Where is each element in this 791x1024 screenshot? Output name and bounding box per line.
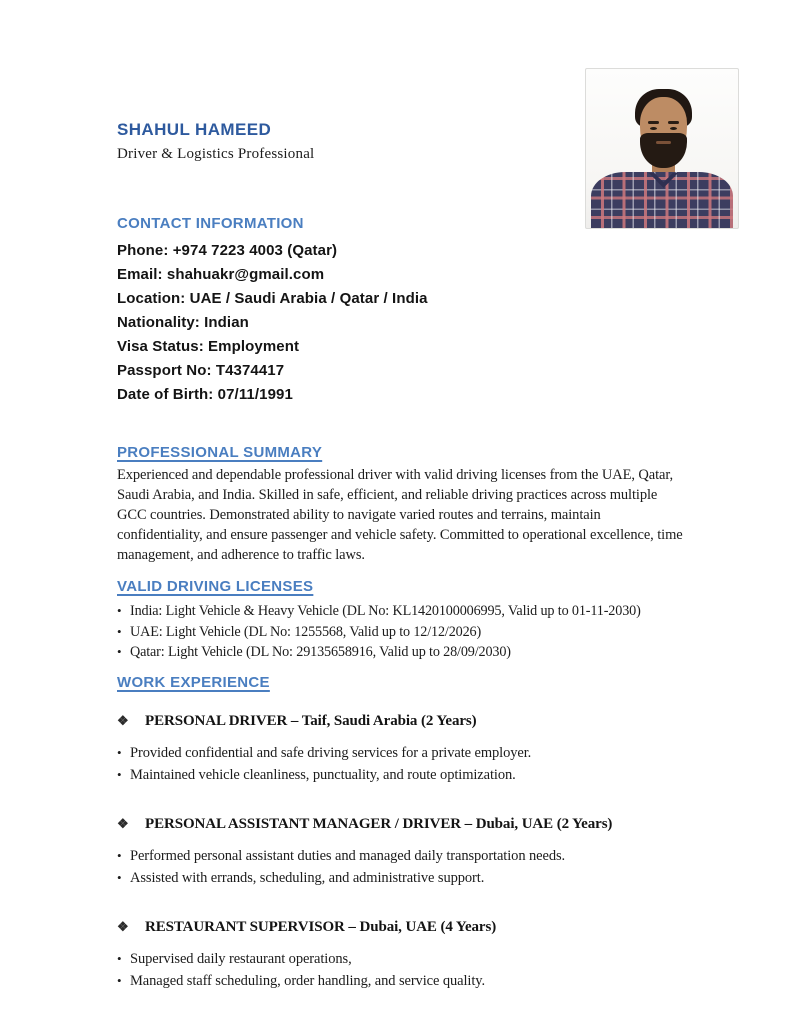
section-heading-contact: CONTACT INFORMATION — [117, 215, 304, 232]
section-heading-licenses-text: VALID DRIVING LICENSES — [117, 578, 314, 595]
job-title-text: PERSONAL DRIVER – Taif, Saudi Arabia (2 Years) — [145, 712, 477, 729]
bullet-icon: • — [117, 869, 122, 885]
diamond-bullet-icon: ❖ — [117, 712, 129, 728]
bullet-icon: • — [117, 644, 122, 659]
license-item-qatar — [117, 642, 683, 663]
license-item-india-text: India: Light Vehicle & Heavy Vehicle (DL No: KL1420100006995, Valid up to 01-11-2030) — [130, 603, 641, 619]
job-bullet — [117, 867, 683, 889]
section-heading-licenses — [117, 577, 683, 597]
person-title: Driver & Logistics Professional — [117, 146, 315, 162]
job-bullet-text: Maintained vehicle cleanliness, punctuality, and route optimization. — [130, 766, 516, 783]
job-bullet-text: Assisted with errands, scheduling, and administrative support. — [130, 869, 485, 886]
job-title-text: PERSONAL ASSISTANT MANAGER / DRIVER – Dubai, UAE (2 Years) — [145, 815, 613, 832]
license-item-uae — [117, 622, 683, 643]
job-title — [117, 711, 683, 731]
contact-line-date-of-birth: Date of Birth: 07/11/1991 — [117, 386, 293, 403]
bullet-icon: • — [117, 623, 122, 639]
license-item-india — [117, 601, 683, 622]
job-title — [117, 917, 683, 937]
job-bullet-text: Provided confidential and safe driving services for a private employer. — [130, 744, 532, 761]
contact-line-phone: Phone: +974 7223 4003 (Qatar) — [117, 242, 338, 259]
job-bullet — [117, 970, 683, 992]
job-bullet — [117, 948, 683, 970]
profile-photo — [585, 68, 739, 229]
bullet-icon: • — [117, 744, 122, 760]
job-title — [117, 814, 683, 834]
diamond-bullet-icon: ❖ — [117, 918, 129, 934]
photo-eye-left — [650, 127, 657, 130]
bullet-icon: • — [117, 950, 122, 966]
contact-lines — [117, 239, 683, 407]
person-name: SHAHUL HAMEED — [117, 120, 272, 139]
bullet-icon: • — [117, 766, 122, 782]
job-bullets — [117, 845, 683, 889]
job-bullets — [117, 948, 683, 992]
contact-line-email: Email: shahuakr@gmail.com — [117, 266, 325, 283]
job-bullet — [117, 742, 683, 764]
bullet-icon: • — [117, 847, 122, 863]
license-item-qatar-text: Qatar: Light Vehicle (DL No: 29135658916, Valid up to 28/09/2030) — [130, 644, 511, 660]
section-heading-experience — [117, 673, 683, 693]
diamond-bullet-icon: ❖ — [117, 815, 129, 831]
contact-line-nationality: Nationality: Indian — [117, 314, 249, 331]
license-list — [117, 601, 683, 663]
job-bullet-text: Supervised daily restaurant operations, — [130, 950, 352, 967]
job-bullets — [117, 742, 683, 786]
job-bullet-text: Managed staff scheduling, order handling, and service quality. — [130, 972, 485, 989]
photo-eyebrow-right — [668, 121, 679, 124]
license-item-uae-text: UAE: Light Vehicle (DL No: 1255568, Valid up to 12/12/2026) — [130, 623, 482, 640]
section-heading-summary — [117, 443, 683, 463]
contact-line-location: Location: UAE / Saudi Arabia / Qatar / India — [117, 290, 428, 307]
job-entry-restaurant-supervisor — [117, 917, 683, 992]
contact-line-passport: Passport No: T4374417 — [117, 362, 285, 379]
section-heading-experience-text: WORK EXPERIENCE — [117, 673, 270, 691]
photo-eyebrow-left — [648, 121, 659, 124]
summary-paragraph: Experienced and dependable professional driver with valid driving licenses from the UAE, Qatar, Saudi Arabia, and India. Skilled in safe, efficient, and reliable driving practices across multiple GCC countries. Demonstrated ability to navigate varied routes and terrains, maintain confidentiality, and ensure passenger and vehicle safety. Committed to operational excellence, time management, and adherence to traffic laws. — [117, 467, 683, 563]
job-bullet-text: Performed personal assistant duties and managed daily transportation needs. — [130, 847, 566, 864]
photo-plaid-shirt — [591, 172, 733, 228]
job-bullet — [117, 845, 683, 867]
photo-beard — [640, 133, 687, 168]
contact-line-visa-status: Visa Status: Employment — [117, 338, 300, 355]
bullet-icon: • — [117, 972, 122, 988]
job-title-text: RESTAURANT SUPERVISOR – Dubai, UAE (4 Years) — [145, 918, 497, 935]
bullet-icon: • — [117, 603, 122, 618]
job-entry-personal-driver — [117, 711, 683, 786]
photo-eye-right — [670, 127, 677, 130]
job-entry-personal-assistant-manager — [117, 814, 683, 889]
photo-mouth — [656, 141, 671, 144]
section-heading-summary-text: PROFESSIONAL SUMMARY — [117, 444, 323, 461]
job-bullet — [117, 764, 683, 786]
